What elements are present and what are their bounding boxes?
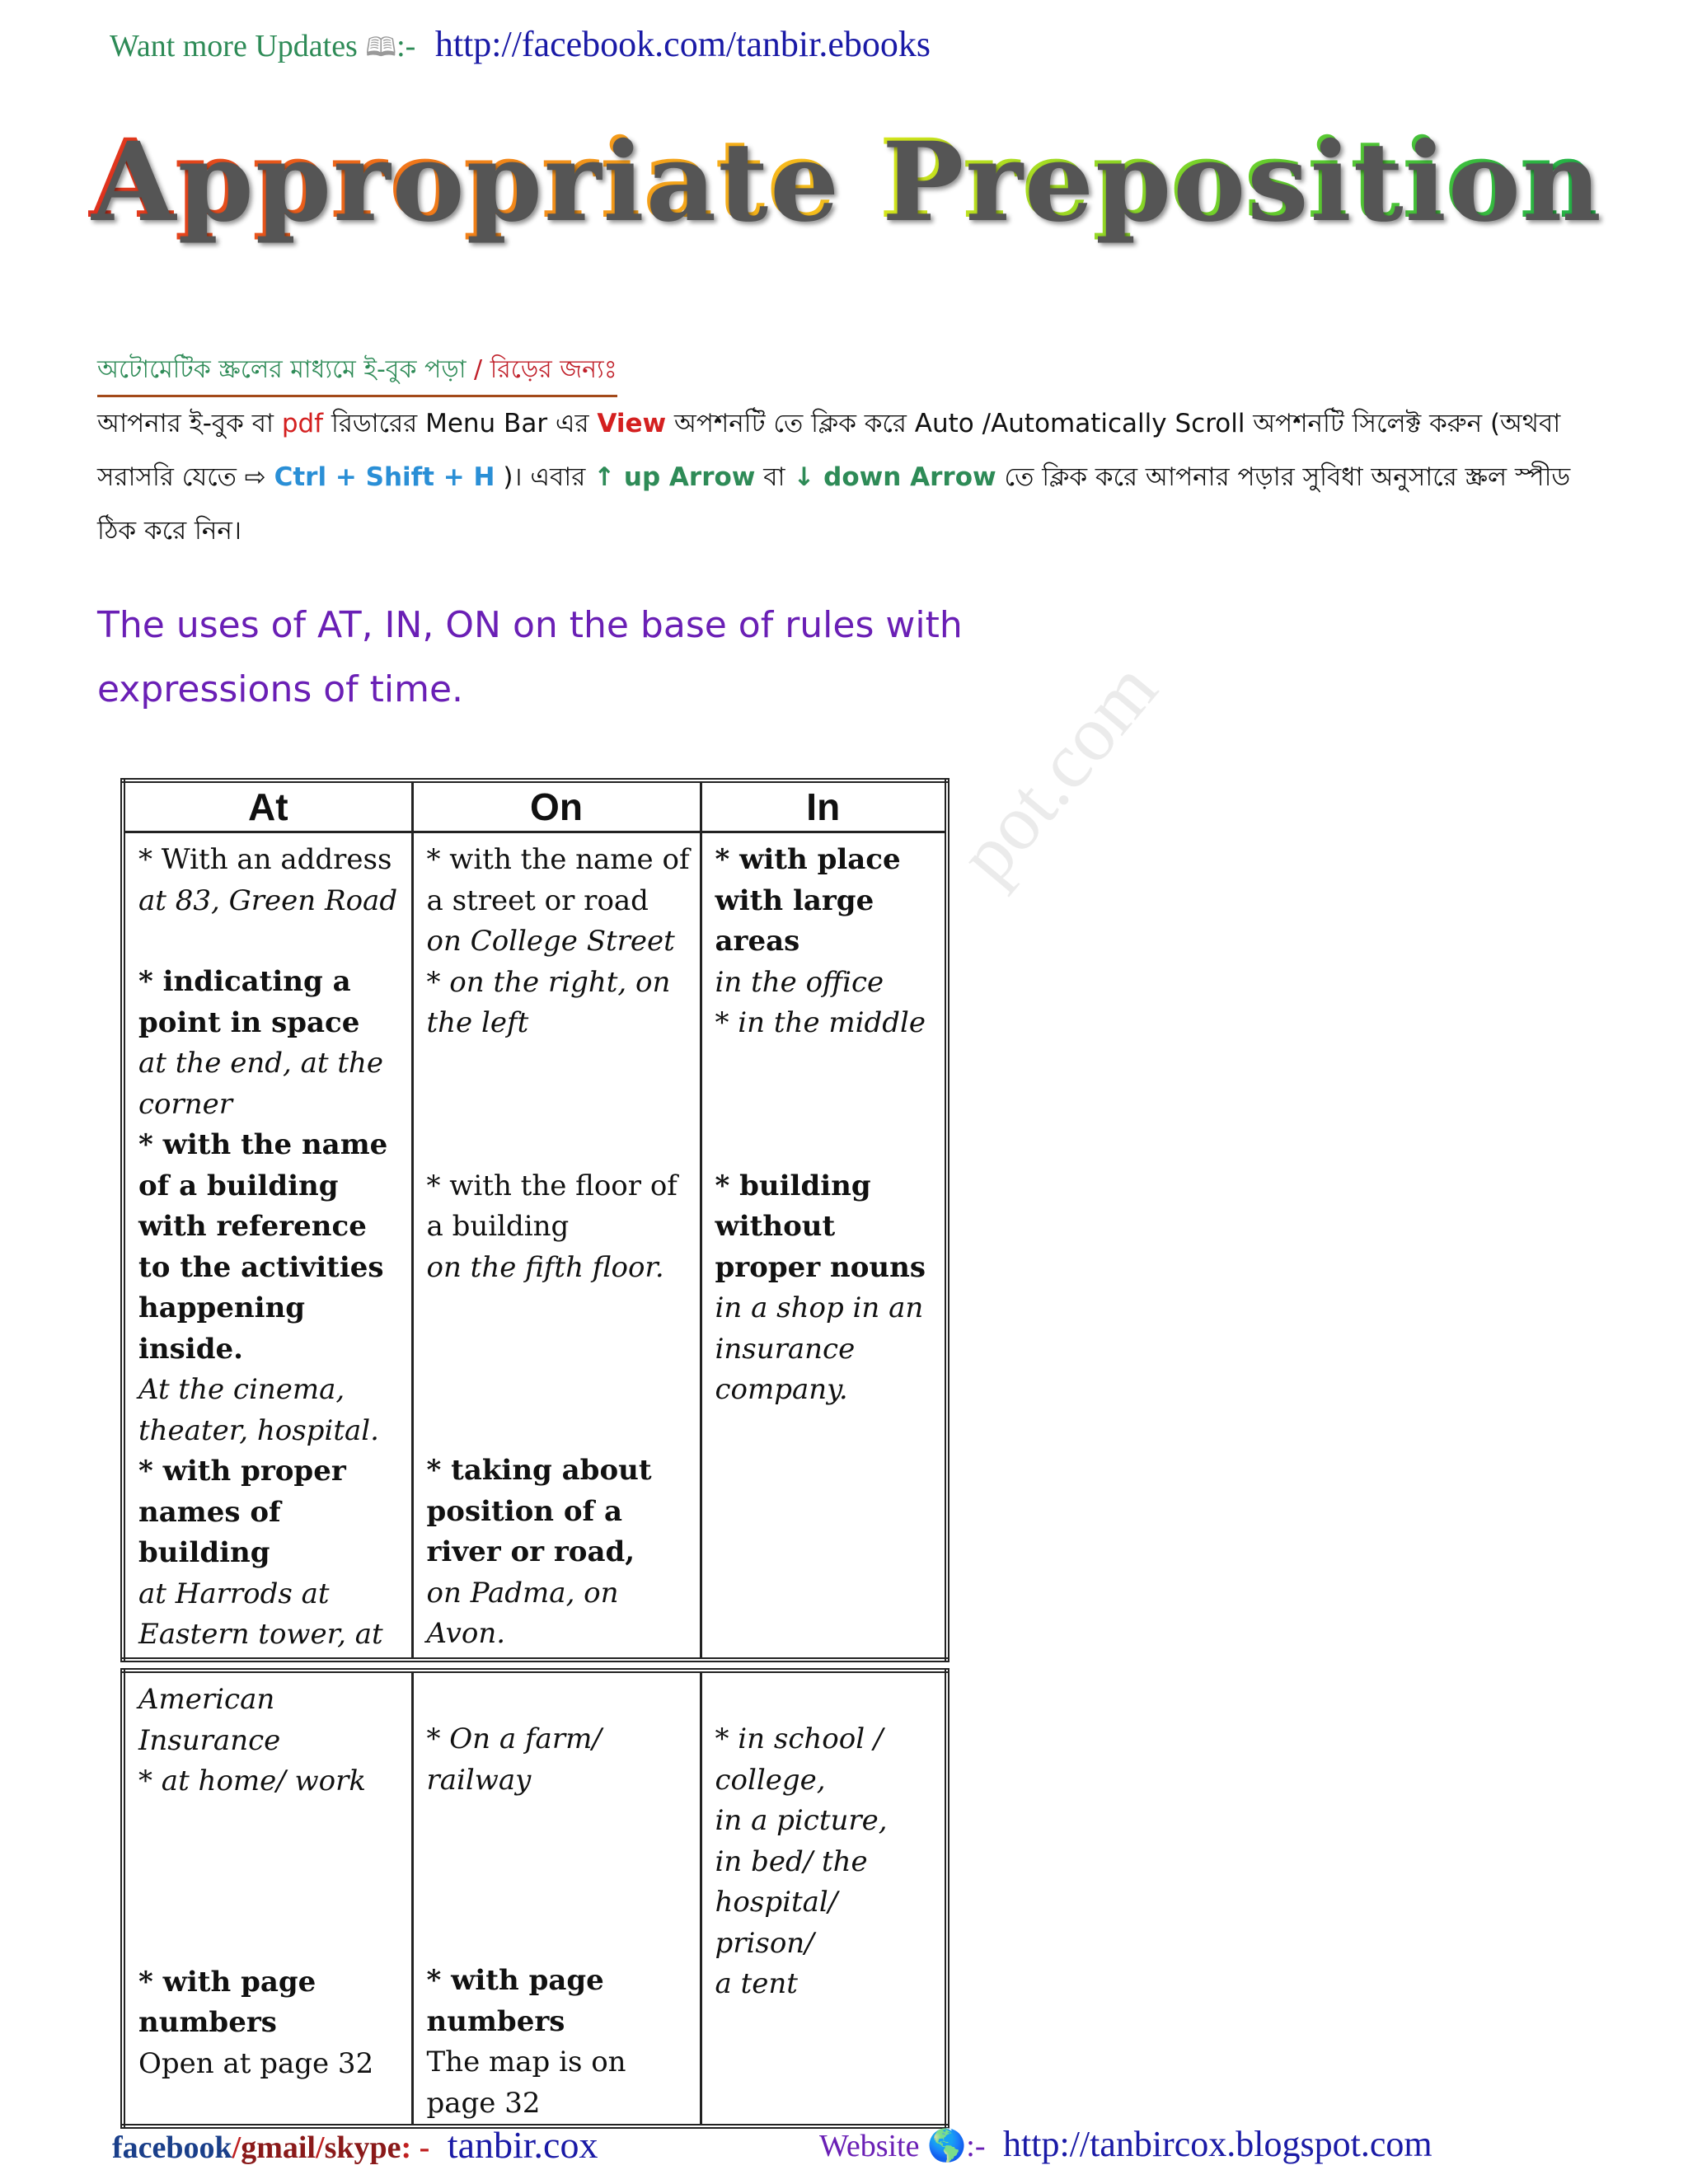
header-at: At xyxy=(123,780,412,832)
instr-text-3: অপশনটি তে ক্লিক করে Auto /Automatically Scroll অপশনটি সিলেক্ট করুন (অথবা সরাসরি যেতে ⇨ xyxy=(97,409,1561,492)
auto-scroll-heading-b: রিড়ের জন্যঃ xyxy=(490,355,617,384)
at-example-proper-names: at Harrods at Eastern tower, at xyxy=(138,1577,383,1651)
footer-website-sep: :- xyxy=(966,2129,986,2163)
footer-facebook: facebook xyxy=(112,2130,232,2165)
on-example-farm: * On a farm/ railway xyxy=(426,1722,602,1797)
in-rule-building: * building without proper nouns xyxy=(715,1169,926,1284)
at-rule-address: * With an address xyxy=(138,843,392,876)
instr-down-arrow: ↓ down Arrow xyxy=(793,462,996,492)
spacer xyxy=(138,1802,403,1962)
header-on: On xyxy=(412,780,701,832)
footer-slash: / xyxy=(316,2130,325,2165)
auto-scroll-heading-sep: / xyxy=(466,355,490,384)
footer-website-label: Website xyxy=(819,2129,920,2163)
page-title xyxy=(0,115,1688,243)
on-example-river: on Padma, on Avon. xyxy=(426,1576,619,1650)
on-cell-continued xyxy=(412,1671,701,2126)
updates-prefix: Want more Updates xyxy=(110,29,358,63)
globe-icon: 🌎 xyxy=(926,2129,967,2163)
instr-view: View xyxy=(597,409,667,438)
spacer xyxy=(138,921,403,962)
at-cell-continued xyxy=(123,1671,412,2126)
on-cell xyxy=(412,832,701,1660)
preposition-table-continued xyxy=(120,1668,950,2129)
instr-pdf: pdf xyxy=(281,409,324,438)
in-example-picture: in a picture, xyxy=(715,1804,888,1837)
footer-website xyxy=(819,2123,1432,2165)
spacer xyxy=(427,1680,692,1719)
header-in: In xyxy=(701,780,947,832)
title-word-appropriate: Appropriate xyxy=(88,115,838,243)
at-example-building: At the cinema, theater, hospital. xyxy=(138,1373,379,1447)
website-link[interactable]: http://tanbircox.blogspot.com xyxy=(1003,2124,1432,2164)
instr-shortcut: Ctrl + Shift + H xyxy=(274,462,495,492)
at-cell xyxy=(123,832,412,1660)
footer-slash: / xyxy=(232,2130,241,2165)
on-rule-floor: * with the floor of a building xyxy=(426,1169,678,1243)
in-cell-continued xyxy=(701,1671,947,2126)
at-rule-proper-names: * with proper names of building xyxy=(138,1455,346,1569)
table-row xyxy=(123,832,947,1660)
footer-username: tanbir.cox xyxy=(447,2124,598,2166)
table-header-row xyxy=(123,780,947,832)
in-rule-large-areas: * with place with large areas xyxy=(715,843,901,958)
preposition-table xyxy=(120,778,950,1662)
updates-header xyxy=(110,23,931,73)
footer-contact xyxy=(112,2123,598,2167)
in-cell xyxy=(701,832,947,1660)
at-rule-page-numbers: * with page numbers xyxy=(138,1965,316,2039)
spacer xyxy=(715,1680,937,1719)
on-rule-street: * with the name of a street or road xyxy=(426,843,690,917)
section-subtitle: The uses of AT, IN, ON on the base of rules with expressions of time. xyxy=(97,604,963,710)
at-example-address: at 83, Green Road xyxy=(138,883,398,917)
instr-text-1: আপনার ই-বুক বা xyxy=(97,409,282,438)
in-example-middle: * in the middle xyxy=(715,1006,926,1039)
on-example-street: on College Street xyxy=(426,925,675,958)
instr-text-2: রিডারের Menu Bar এর xyxy=(323,409,598,438)
at-rule-point: * indicating a point in space xyxy=(138,965,360,1039)
in-example-school: * in school / college, xyxy=(715,1722,884,1797)
on-rule-page-numbers: * with page numbers xyxy=(426,1964,604,2038)
title-word-preposition: Preposition xyxy=(879,115,1600,243)
at-rule-building: * with the name of a building with reference to the activities happening inside. xyxy=(138,1128,388,1366)
table-row xyxy=(123,1671,947,2126)
in-example-tent: a tent xyxy=(715,1967,798,2000)
in-example-bed: in bed/ the hospital/ prison/ xyxy=(715,1844,868,1960)
on-example-direction: * on the right, on the left xyxy=(426,965,671,1039)
instr-up-arrow: ↑ up Arrow xyxy=(593,462,756,492)
spacer xyxy=(427,1044,692,1166)
instr-text-5: বা xyxy=(755,462,794,492)
in-example-office: in the office xyxy=(715,965,884,999)
watermark: pot.com xyxy=(940,644,1175,899)
auto-scroll-heading-a: অটোমেটিক স্ক্রলের মাধ্যমে ই-বুক পড়া xyxy=(97,355,467,384)
auto-scroll-instructions xyxy=(97,397,1581,558)
facebook-link[interactable]: http://facebook.com/tanbir.ebooks xyxy=(434,24,931,64)
auto-scroll-heading xyxy=(97,349,617,397)
spacer xyxy=(715,1044,937,1166)
at-example-home-work: * at home/ work xyxy=(138,1765,366,1797)
spacer xyxy=(427,1801,692,1961)
footer-skype: skype xyxy=(324,2130,401,2165)
on-rule-river: * taking about position of a river or road, xyxy=(426,1454,652,1568)
updates-sep: :- xyxy=(396,29,416,63)
at-example-page: Open at page 32 xyxy=(138,2046,374,2080)
on-example-floor: on the fifth floor. xyxy=(426,1250,664,1284)
book-icon: 🕮 xyxy=(365,31,397,63)
in-example-shop: in a shop in an insurance company. xyxy=(715,1291,924,1406)
instr-text-6: তে ক্লিক করে আপনার পড়ার সুবিধা অনুসারে স্ক্রল স্পীড ঠিক করে নিন। xyxy=(97,462,1571,546)
at-example-point: at the end, at the corner xyxy=(138,1047,384,1121)
spacer xyxy=(427,1288,692,1451)
instr-text-4: )। এবার xyxy=(495,462,594,492)
footer-sep: : - xyxy=(401,2130,430,2165)
on-example-map: The map is on page 32 xyxy=(426,2046,626,2120)
at-example-insurance: American Insurance xyxy=(138,1683,281,1757)
footer-gmail: gmail xyxy=(241,2130,316,2165)
